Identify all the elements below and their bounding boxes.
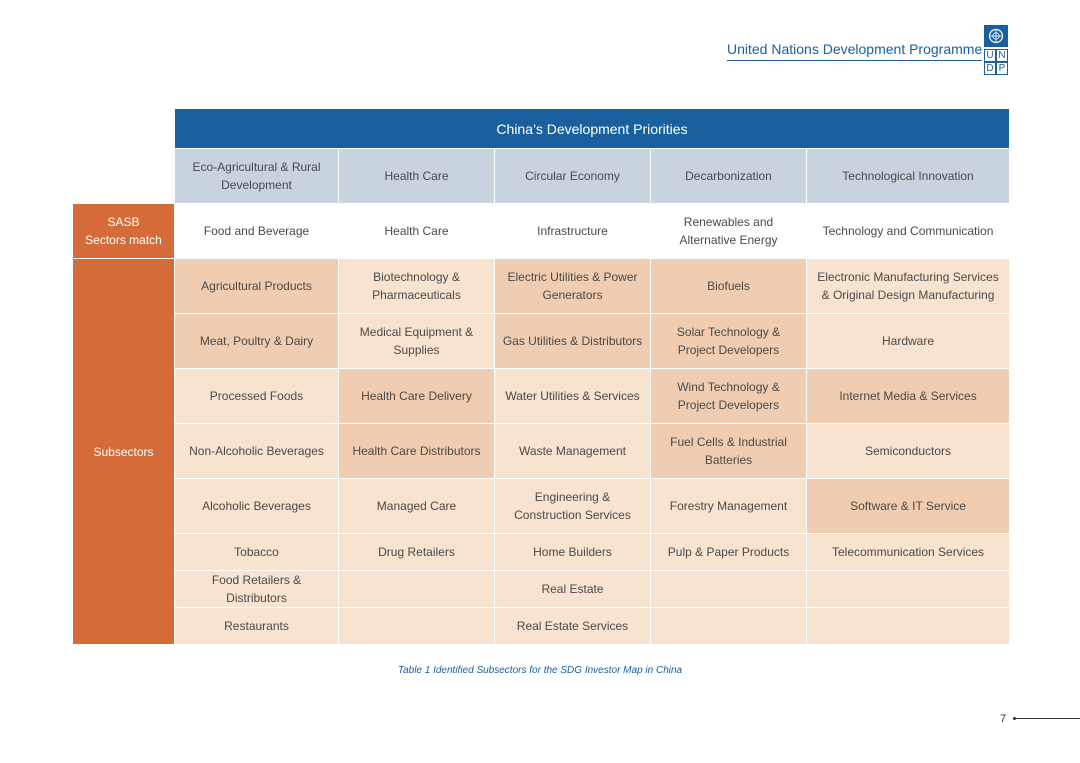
logo-letter: N xyxy=(996,49,1008,62)
priority-header: Health Care xyxy=(339,149,495,204)
table-row xyxy=(73,259,1010,314)
table-cell: Electronic Manufacturing Services & Original Design Manufacturing xyxy=(807,259,1010,314)
table-cell: Wind Technology & Project Developers xyxy=(651,369,807,424)
table-cell xyxy=(339,608,495,645)
priorities-row xyxy=(73,149,1010,204)
table-cell: Health Care Distributors xyxy=(339,424,495,479)
table-caption: Table 1 Identified Subsectors for the SDG Investor Map in China xyxy=(397,665,683,676)
table-cell: Food Retailers & Distributors xyxy=(175,571,339,608)
table-cell: Pulp & Paper Products xyxy=(651,534,807,571)
table-cell: Gas Utilities & Distributors xyxy=(495,314,651,369)
table-cell: Agricultural Products xyxy=(175,259,339,314)
logo-letter: U xyxy=(984,49,996,62)
logo-letter: P xyxy=(996,62,1008,75)
table-cell: Real Estate Services xyxy=(495,608,651,645)
table-cell: Engineering & Construction Services xyxy=(495,479,651,534)
sasb-sector: Technology and Communication xyxy=(807,204,1010,259)
table-row xyxy=(73,479,1010,534)
table-cell: Non-Alcoholic Beverages xyxy=(175,424,339,479)
table-cell: Tobacco xyxy=(175,534,339,571)
table-cell xyxy=(651,608,807,645)
table-cell: Biofuels xyxy=(651,259,807,314)
table-cell: Biotechnology & Pharmaceuticals xyxy=(339,259,495,314)
table-cell: Health Care Delivery xyxy=(339,369,495,424)
table-cell xyxy=(651,571,807,608)
priority-header: Eco-Agricultural & Rural Development xyxy=(175,149,339,204)
table-cell: Water Utilities & Services xyxy=(495,369,651,424)
table-row xyxy=(73,571,1010,608)
page-number-rule xyxy=(1013,718,1080,719)
subsectors-table xyxy=(72,108,1010,645)
table-cell: Waste Management xyxy=(495,424,651,479)
sasb-sector: Renewables and Alternative Energy xyxy=(651,204,807,259)
logo-letter: D xyxy=(984,62,996,75)
priority-header: Technological Innovation xyxy=(807,149,1010,204)
table-cell: Internet Media & Services xyxy=(807,369,1010,424)
sasb-sector: Food and Beverage xyxy=(175,204,339,259)
table-cell: Telecommunication Services xyxy=(807,534,1010,571)
table-cell: Real Estate xyxy=(495,571,651,608)
table-row xyxy=(73,608,1010,645)
table-cell xyxy=(807,608,1010,645)
table-cell: Drug Retailers xyxy=(339,534,495,571)
table-cell: Home Builders xyxy=(495,534,651,571)
table-row xyxy=(73,424,1010,479)
org-name: United Nations Development Programme xyxy=(727,41,982,61)
table-row xyxy=(73,314,1010,369)
sasb-row xyxy=(73,204,1010,259)
table-banner: China’s Development Priorities xyxy=(175,109,1010,149)
table-cell: Fuel Cells & Industrial Batteries xyxy=(651,424,807,479)
subsectors-label: Subsectors xyxy=(73,259,175,645)
table-cell xyxy=(339,571,495,608)
table-cell: Meat, Poultry & Dairy xyxy=(175,314,339,369)
page-number: 7 xyxy=(1000,713,1007,725)
sasb-sector: Infrastructure xyxy=(495,204,651,259)
table-cell: Processed Foods xyxy=(175,369,339,424)
priority-header: Circular Economy xyxy=(495,149,651,204)
table-cell: Software & IT Service xyxy=(807,479,1010,534)
table-cell: Semiconductors xyxy=(807,424,1010,479)
un-emblem-icon xyxy=(984,25,1008,47)
table-cell: Medical Equipment & Supplies xyxy=(339,314,495,369)
table-cell xyxy=(807,571,1010,608)
table-cell: Hardware xyxy=(807,314,1010,369)
table-row xyxy=(73,534,1010,571)
table-cell: Solar Technology & Project Developers xyxy=(651,314,807,369)
sasb-sector: Health Care xyxy=(339,204,495,259)
table-cell: Alcoholic Beverages xyxy=(175,479,339,534)
priority-header: Decarbonization xyxy=(651,149,807,204)
table-cell: Restaurants xyxy=(175,608,339,645)
table-row xyxy=(73,369,1010,424)
undp-logo xyxy=(984,25,1008,75)
sasb-label: SASB Sectors match xyxy=(73,204,175,259)
table-cell: Managed Care xyxy=(339,479,495,534)
table-cell: Forestry Management xyxy=(651,479,807,534)
table-cell: Electric Utilities & Power Generators xyxy=(495,259,651,314)
